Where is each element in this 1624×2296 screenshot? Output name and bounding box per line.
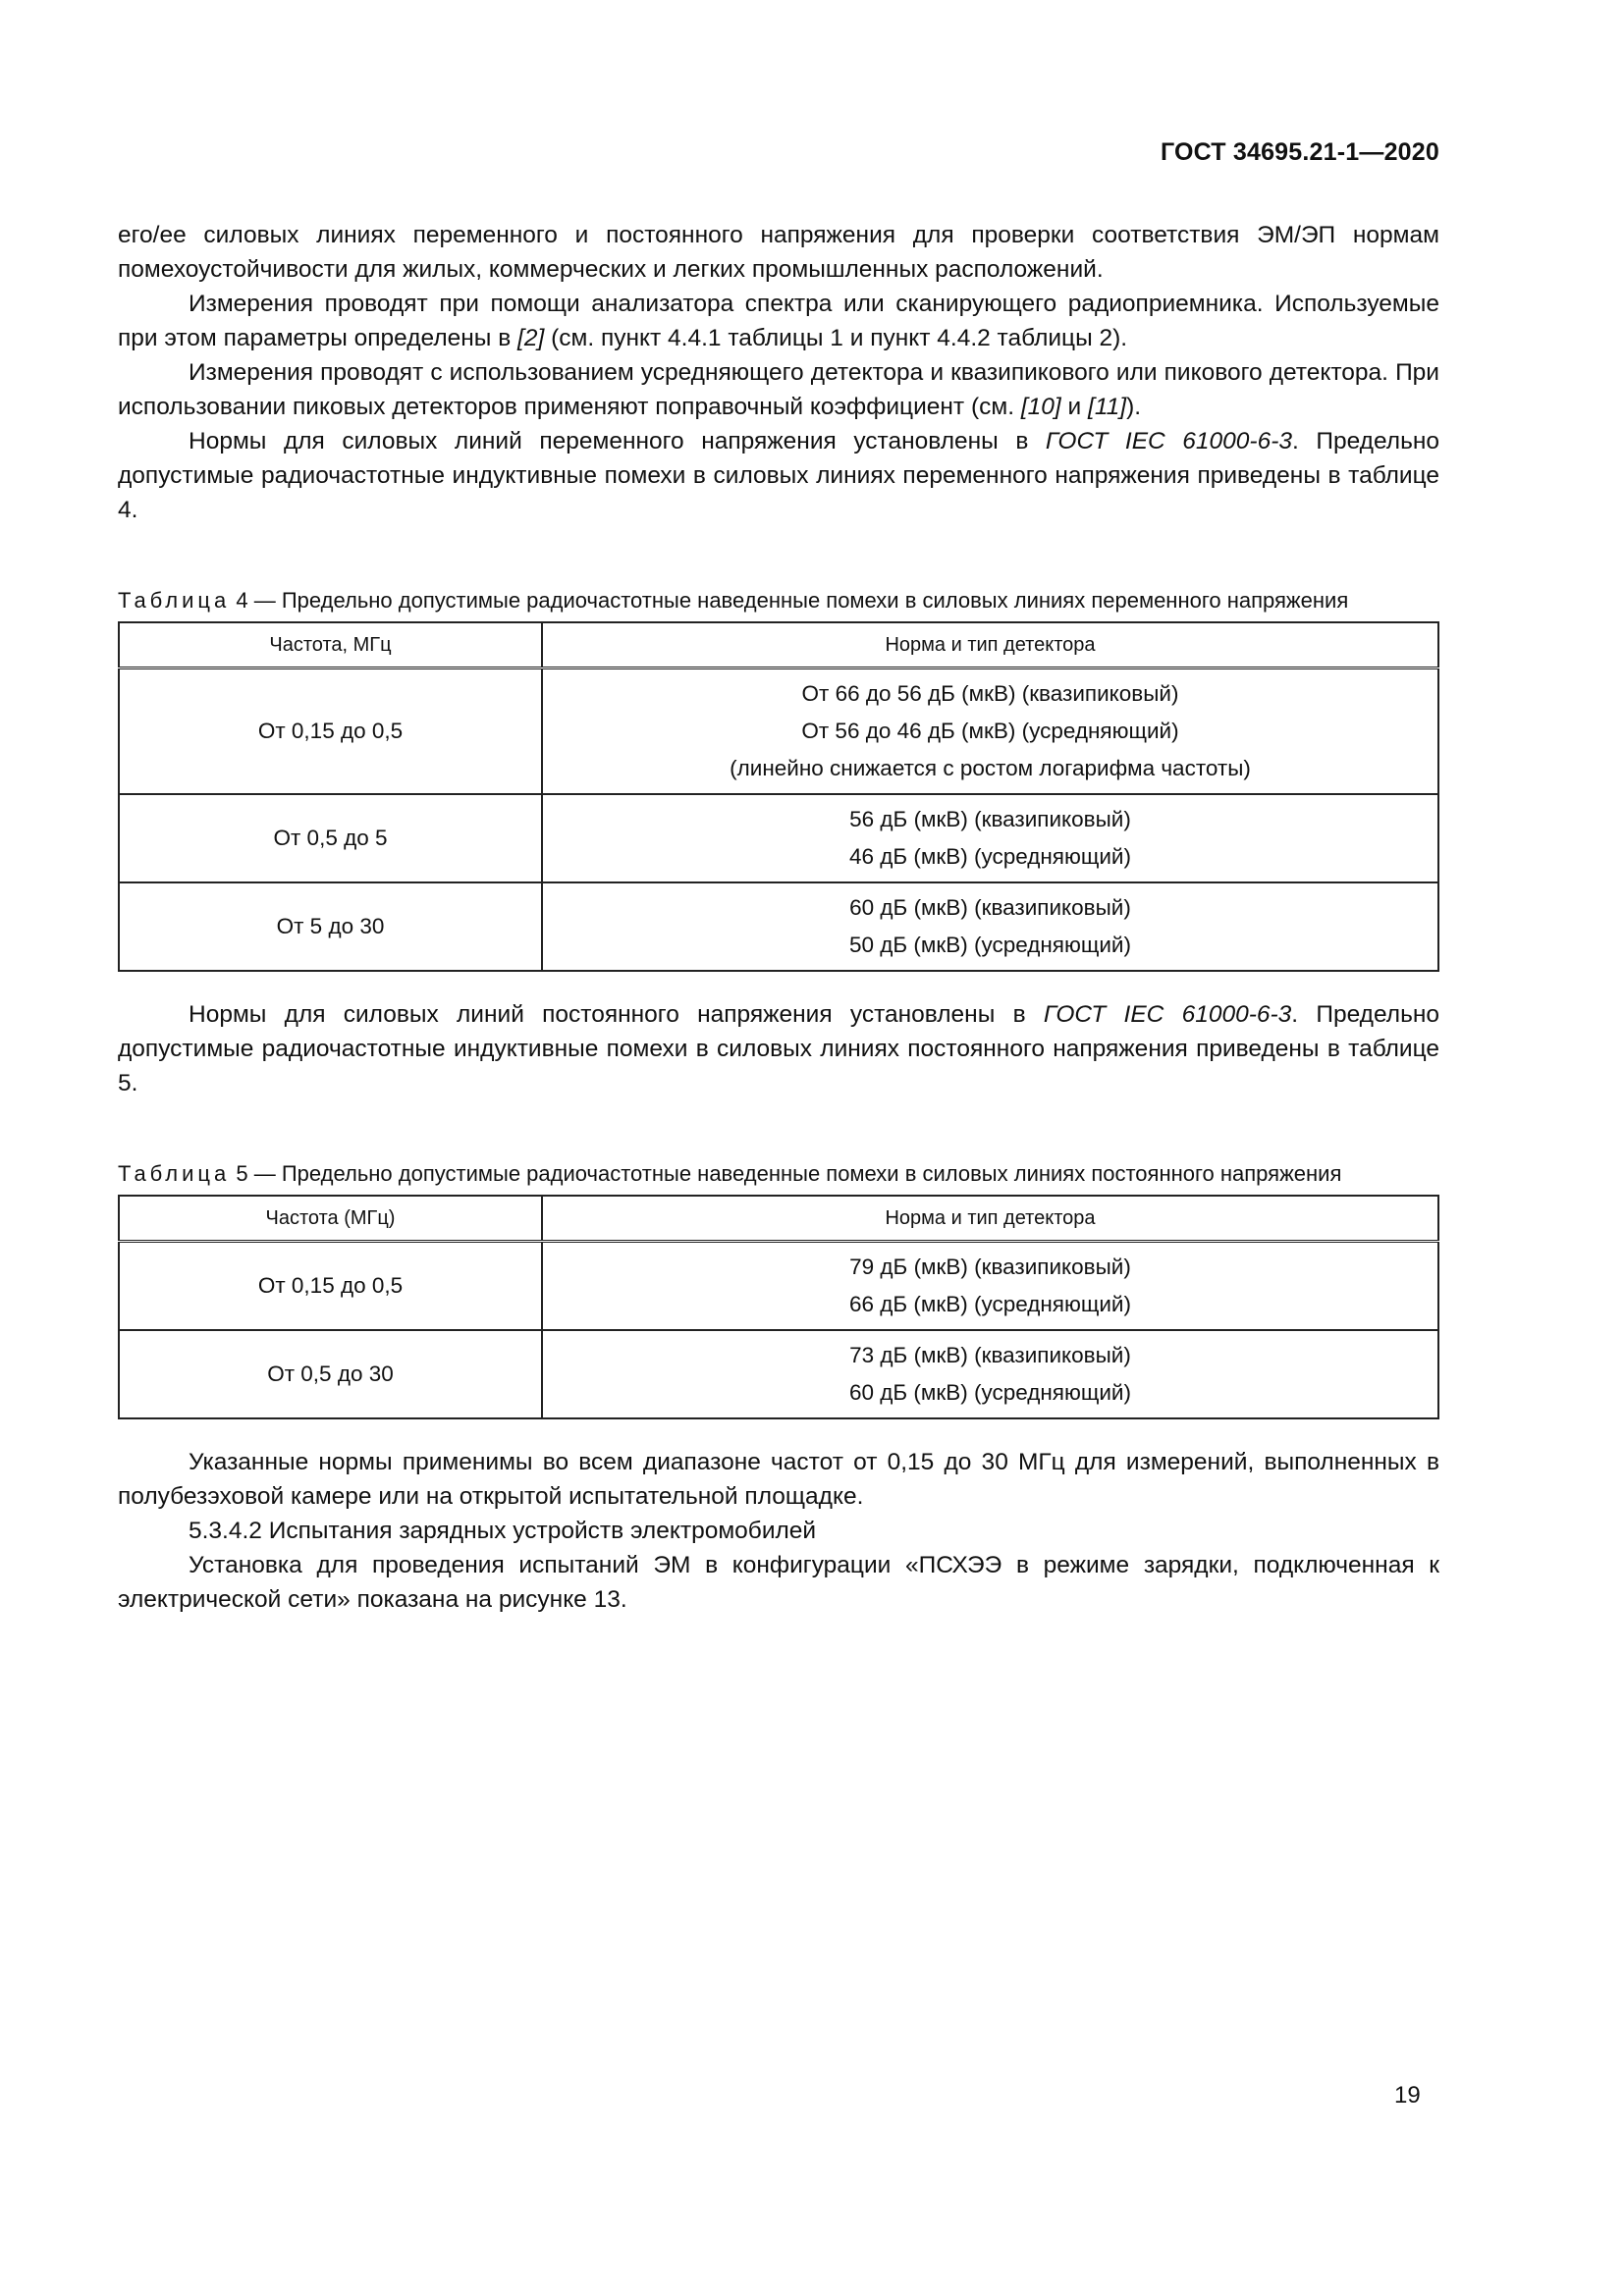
page-number: 19 — [1394, 2082, 1421, 2109]
frequency-cell: От 0,15 до 0,5 — [119, 668, 542, 795]
reference-link: [10] — [1020, 394, 1061, 420]
table-row — [119, 1242, 1438, 1331]
column-header-norm: Норма и тип детектора — [542, 1196, 1438, 1242]
norm-line: 56 дБ (мкВ) (квазипиковый) — [849, 807, 1131, 831]
table-row — [119, 1330, 1438, 1418]
document-number-header: ГОСТ 34695.21-1—2020 — [1160, 138, 1439, 166]
table-caption-label: Таблица — [118, 588, 231, 613]
norm-line: 73 дБ (мкВ) (квазипиковый) — [849, 1343, 1131, 1367]
norm-cell — [542, 668, 1438, 795]
column-header-norm: Норма и тип детектора — [542, 622, 1438, 668]
norm-line: 46 дБ (мкВ) (усредняющий) — [848, 844, 1131, 869]
reference-link: [11] — [1088, 394, 1127, 420]
table-row — [119, 668, 1438, 795]
norm-cell — [542, 794, 1438, 882]
paragraph-applicability: Указанные нормы применимы во всем диапазоне частот от 0,15 до 30 МГц для измерений, выполненных в полубезэховой камере или на открытой испытательной площадке. — [118, 1449, 1439, 1510]
frequency-cell: От 5 до 30 — [119, 882, 542, 971]
frequency-cell: От 0,15 до 0,5 — [119, 1242, 542, 1331]
frequency-cell: От 0,5 до 5 — [119, 794, 542, 882]
table-5-caption: Таблица 5 — Предельно допустимые радиочастотные наведенные помехи в силовых линиях постоянного напряжения — [118, 1161, 1342, 1186]
reference-link: [2] — [517, 325, 545, 351]
table-row — [119, 882, 1438, 971]
paragraph-detectors: Измерения проводят с использованием усредняющего детектора и квазипикового или пикового детектора. При использовании пиковых детекторов применяют поправочный коэффициент (см. [10] и [11]). — [118, 359, 1439, 420]
standard-reference: ГОСТ IEC 61000-6-3 — [1043, 1001, 1292, 1028]
norm-line: От 56 до 46 дБ (мкВ) (усредняющий) — [801, 719, 1179, 743]
column-header-frequency: Частота, МГц — [119, 622, 542, 668]
frequency-cell: От 0,5 до 30 — [119, 1330, 542, 1418]
table-header-row — [119, 1196, 1438, 1242]
table-caption-label: Таблица — [118, 1161, 231, 1186]
paragraph-ac-norms: Нормы для силовых линий переменного напряжения установлены в ГОСТ IEC 61000-6-3. Предельно допустимые радиочастотные индуктивные помехи в силовых линиях переменного напряжения приведены в таблице 4. — [118, 428, 1439, 523]
norm-cell — [542, 882, 1438, 971]
standard-reference: ГОСТ IEC 61000-6-3 — [1045, 428, 1292, 454]
paragraph-test-setup: Установка для проведения испытаний ЭМ в конфигурации «ПСХЭЭ в режиме зарядки, подключенная к электрической сети» показана на рисунке 13. — [118, 1552, 1439, 1613]
norm-line: 60 дБ (мкВ) (усредняющий) — [848, 1380, 1131, 1405]
table-4-caption: Таблица 4 — Предельно допустимые радиочастотные наведенные помехи в силовых линиях переменного напряжения — [118, 588, 1349, 613]
section-heading-5-3-4-2: 5.3.4.2 Испытания зарядных устройств электромобилей — [189, 1518, 817, 1544]
document-page — [118, 137, 1439, 1617]
paragraph-measurement-equipment: Измерения проводят при помощи анализатора спектра или сканирующего радиоприемника. Используемые при этом параметры определены в [2] (см. пункт 4.4.1 таблицы 1 и пункт 4.4.2 таблицы 2). — [118, 291, 1439, 351]
table-5 — [118, 1195, 1439, 1419]
norm-line: 66 дБ (мкВ) (усредняющий) — [848, 1292, 1131, 1316]
table-row — [119, 794, 1438, 882]
norm-cell — [542, 1330, 1438, 1418]
norm-line: 79 дБ (мкВ) (квазипиковый) — [849, 1255, 1131, 1279]
norm-cell — [542, 1242, 1438, 1331]
paragraph-dc-norms: Нормы для силовых линий постоянного напряжения установлены в ГОСТ IEC 61000-6-3. Предельно допустимые радиочастотные индуктивные помехи в силовых линиях постоянного напряжения приведены в таблице 5. — [118, 1001, 1439, 1096]
norm-line: 50 дБ (мкВ) (усредняющий) — [848, 933, 1131, 957]
norm-line: (линейно снижается с ростом логарифма частоты) — [730, 756, 1251, 780]
norm-line: 60 дБ (мкВ) (квазипиковый) — [849, 895, 1131, 920]
column-header-frequency: Частота (МГц) — [119, 1196, 542, 1242]
norm-line: От 66 до 56 дБ (мкВ) (квазипиковый) — [801, 681, 1179, 706]
table-header-row — [119, 622, 1438, 668]
paragraph-continuation: его/ее силовых линиях переменного и постоянного напряжения для проверки соответствия ЭМ/ЭП нормам помехоустойчивости для жилых, коммерческих и легких промышленных расположений. — [118, 222, 1439, 283]
table-4 — [118, 621, 1439, 972]
